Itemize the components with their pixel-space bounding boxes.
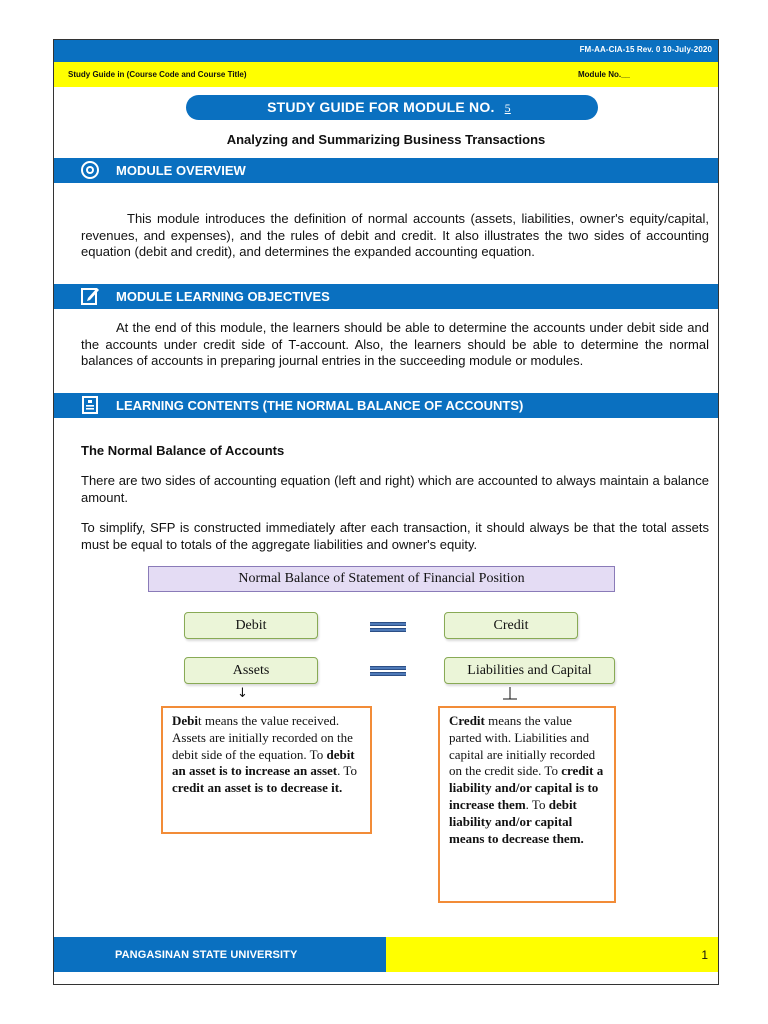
section-module-overview <box>54 158 718 183</box>
debit-note-t2: t means the value received. Assets are initially recorded on the debit side of the equation. To <box>172 713 353 762</box>
credit-note-t5: debit liability and/or capital means to decrease them. <box>449 796 584 846</box>
debit-note-t5: credit an asset is to decrease it. <box>172 780 343 796</box>
debit-note-t1: Debi <box>172 713 198 728</box>
credit-note-t4: . To <box>525 796 549 812</box>
arrow-down-icon: ↓ <box>237 686 248 701</box>
footer-university-bar <box>54 937 386 972</box>
debit-definition-box <box>161 706 372 834</box>
university-name: PANGASINAN STATE UNIVERSITY <box>115 949 298 961</box>
study-guide-title <box>186 95 598 120</box>
section-title: MODULE LEARNING OBJECTIVES <box>116 289 330 304</box>
credit-box: Credit <box>444 612 578 639</box>
document-icon <box>80 395 100 415</box>
normal-balance-heading: The Normal Balance of Accounts <box>81 443 285 458</box>
equals-sign <box>370 666 406 676</box>
module-subtitle: Analyzing and Summarizing Business Transactions <box>226 132 546 147</box>
section-learning-contents <box>54 393 718 418</box>
connector-mark <box>500 687 520 701</box>
course-info-bar <box>54 62 718 87</box>
section-learning-objectives <box>54 284 718 309</box>
overview-paragraph: This module introduces the definition of normal accounts (assets, liabilities, owner's equity/capital, revenues, and expenses), and the rules of debit and credit. It also illustrates the two sides of accounting equation (debit and credit), and determines the expanded accounting equation. <box>81 211 709 259</box>
footer-page-bar <box>386 937 718 972</box>
diagram-title: Normal Balance of Statement of Financial Position <box>148 566 615 592</box>
form-code: FM-AA-CIA-15 Rev. 0 10-July-2020 <box>579 45 712 54</box>
debit-note-t3: debit an asset is to increase an asset <box>172 746 355 779</box>
contents-paragraph-1: There are two sides of accounting equation (left and right) which are accounted to always maintain a balance amount. <box>81 473 709 505</box>
liabilities-capital-box: Liabilities and Capital <box>444 657 615 684</box>
credit-definition-box <box>438 706 616 903</box>
assets-box: Assets <box>184 657 318 684</box>
section-title: MODULE OVERVIEW <box>116 163 246 178</box>
debit-box: Debit <box>184 612 318 639</box>
section-title: LEARNING CONTENTS (THE NORMAL BALANCE OF ACCOUNTS) <box>116 398 524 413</box>
credit-note-t1: Credit <box>449 713 485 728</box>
magnifier-icon <box>80 160 100 180</box>
credit-note-t3: credit a liability and/or capital is to increase them <box>449 763 604 812</box>
study-guide-label: Study Guide in (Course Code and Course Title) <box>68 70 247 79</box>
debit-note-t4: . To <box>337 763 357 779</box>
equals-sign <box>370 622 406 632</box>
objectives-paragraph: At the end of this module, the learners should be able to determine the accounts under debit side and the accounts under credit side of T-account. Also, the learners should be able to determine the normal balances of accounts in preparing journal entries in the succeeding module or modules. <box>81 320 709 368</box>
module-number: 5 <box>504 101 511 115</box>
edit-icon <box>80 286 100 306</box>
study-guide-title-text: STUDY GUIDE FOR MODULE NO. <box>267 99 495 115</box>
page-number: 1 <box>701 948 708 962</box>
top-header-bar <box>54 40 718 62</box>
module-no-label: Module No.__ <box>578 70 631 79</box>
contents-paragraph-2: To simplify, SFP is constructed immediately after each transaction, it should always be that the total assets must be equal to totals of the aggregate liabilities and owner's equity. <box>81 520 709 552</box>
credit-note-t2: means the value parted with. Liabilities and capital are initially recorded on the credit side. To <box>449 713 596 779</box>
